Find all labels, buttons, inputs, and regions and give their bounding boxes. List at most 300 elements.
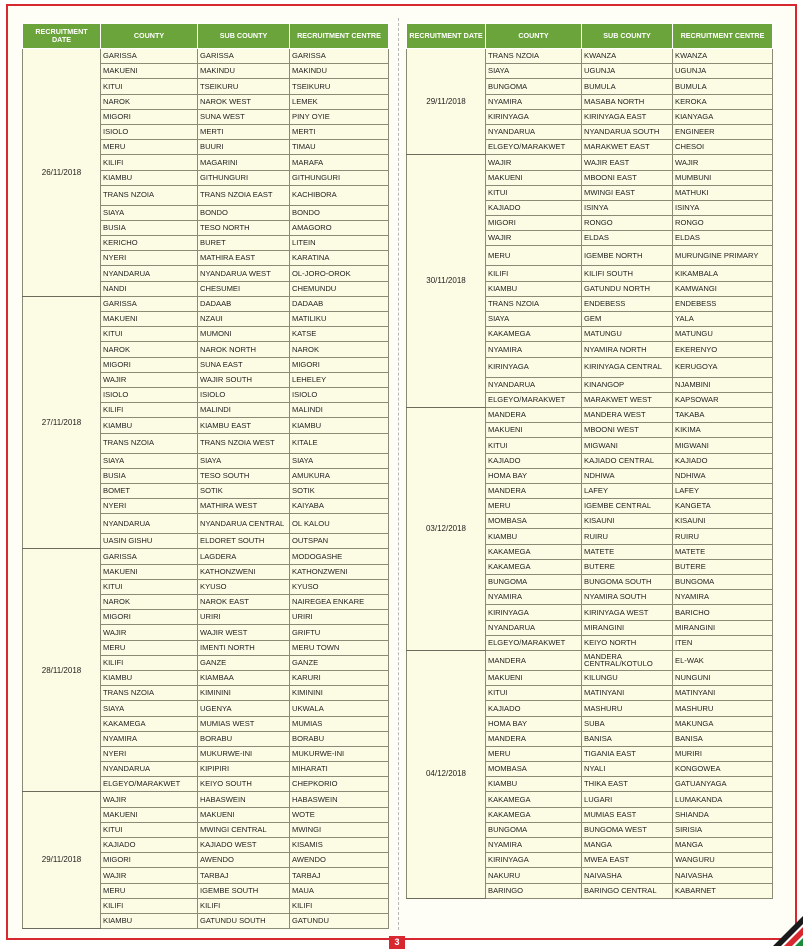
recruitment-centre-cell: ENDEBESS	[673, 296, 773, 311]
sub-county-cell: KIAMBAA	[198, 670, 290, 685]
county-cell: MOMBASA	[486, 762, 582, 777]
recruitment-centre-cell: KITALE	[290, 433, 389, 453]
recruitment-centre-cell: KIKIMA	[673, 423, 773, 438]
county-cell: KILIFI	[101, 403, 198, 418]
sub-county-cell: IMENTI NORTH	[198, 640, 290, 655]
county-cell: WAJIR	[101, 868, 198, 883]
recruitment-centre-cell: ELDAS	[673, 231, 773, 246]
sub-county-cell: MWINGI EAST	[582, 185, 673, 200]
county-cell: NAROK	[101, 94, 198, 109]
recruitment-centre-cell: MALINDI	[290, 403, 389, 418]
sub-county-cell: BANISA	[582, 731, 673, 746]
sub-county-cell: MALINDI	[198, 403, 290, 418]
sub-county-cell: HABASWEIN	[198, 792, 290, 807]
sub-county-cell: UGUNJA	[582, 64, 673, 79]
county-cell: NYANDARUA	[101, 266, 198, 281]
sub-county-cell: RUIRU	[582, 529, 673, 544]
recruitment-centre-cell: BONDO	[290, 205, 389, 220]
county-cell: MANDERA	[486, 407, 582, 422]
recruitment-date-cell: 26/11/2018	[23, 49, 101, 297]
recruitment-centre-cell: GATUANYAGA	[673, 777, 773, 792]
county-cell: MERU	[486, 499, 582, 514]
recruitment-date-cell: 28/11/2018	[23, 549, 101, 792]
sub-county-cell: KINANGOP	[582, 377, 673, 392]
county-cell: MIGORI	[101, 853, 198, 868]
county-cell: NYANDARUA	[486, 124, 582, 139]
sub-county-cell: NAROK EAST	[198, 595, 290, 610]
sub-county-cell: MWINGI CENTRAL	[198, 822, 290, 837]
recruitment-centre-cell: NYAMIRA	[673, 590, 773, 605]
recruitment-centre-cell: SHIANDA	[673, 807, 773, 822]
county-cell: NYAMIRA	[486, 590, 582, 605]
county-cell: TRANS NZOIA	[486, 296, 582, 311]
sub-county-cell: MATHIRA EAST	[198, 251, 290, 266]
recruitment-centre-cell: BUTERE	[673, 559, 773, 574]
sub-county-cell: MIRANGINI	[582, 620, 673, 635]
table-row	[23, 792, 389, 807]
county-cell: NYANDARUA	[486, 377, 582, 392]
sub-county-cell: KEIYO SOUTH	[198, 777, 290, 792]
recruitment-centre-cell: MANGA	[673, 838, 773, 853]
sub-county-cell: TESO NORTH	[198, 220, 290, 235]
county-cell: KAKAMEGA	[486, 807, 582, 822]
county-cell: KITUI	[101, 79, 198, 94]
recruitment-centre-cell: OL-JORO-OROK	[290, 266, 389, 281]
sub-county-cell: NYANDARUA CENTRAL	[198, 514, 290, 534]
county-cell: KIAMBU	[101, 170, 198, 185]
county-cell: KITUI	[101, 327, 198, 342]
county-cell: MAKUENI	[101, 807, 198, 822]
sub-county-cell: CHESUMEI	[198, 281, 290, 296]
county-cell: KIAMBU	[101, 913, 198, 928]
county-cell: SIAYA	[101, 205, 198, 220]
sub-county-cell: GITHUNGURI	[198, 170, 290, 185]
recruitment-centre-cell: GITHUNGURI	[290, 170, 389, 185]
county-cell: BUSIA	[101, 220, 198, 235]
sub-county-cell: KILIFI	[198, 898, 290, 913]
sub-county-cell: MARAKWET WEST	[582, 392, 673, 407]
recruitment-centre-cell: MIRANGINI	[673, 620, 773, 635]
recruitment-centre-cell: YALA	[673, 312, 773, 327]
sub-county-cell: KYUSO	[198, 579, 290, 594]
sub-county-cell: BURET	[198, 236, 290, 251]
county-cell: TRANS NZOIA	[486, 49, 582, 64]
table-header-row	[407, 24, 773, 49]
recruitment-centre-cell: NDHIWA	[673, 468, 773, 483]
county-cell: NYAMIRA	[101, 731, 198, 746]
recruitment-centre-cell: MUMIAS	[290, 716, 389, 731]
table-row	[23, 296, 389, 311]
sub-county-cell: TESO SOUTH	[198, 468, 290, 483]
sub-county-cell: UGENYA	[198, 701, 290, 716]
recruitment-centre-cell: KAIYABA	[290, 499, 389, 514]
recruitment-centre-cell: PINY OYIE	[290, 109, 389, 124]
recruitment-centre-cell: MURIRI	[673, 746, 773, 761]
sub-county-cell: ISIOLO	[198, 387, 290, 402]
sub-county-cell: URIRI	[198, 610, 290, 625]
sub-county-cell: MATHIRA WEST	[198, 499, 290, 514]
recruitment-centre-cell: MIHARATI	[290, 762, 389, 777]
recruitment-centre-cell: LEMEK	[290, 94, 389, 109]
recruitment-date-cell: 27/11/2018	[23, 296, 101, 549]
sub-county-cell: KILIFI SOUTH	[582, 266, 673, 281]
sub-county-cell: MASHURU	[582, 701, 673, 716]
sub-county-cell: TARBAJ	[198, 868, 290, 883]
sub-county-cell: MUKURWE-INI	[198, 746, 290, 761]
sub-county-cell: IGEMBE CENTRAL	[582, 499, 673, 514]
recruitment-centre-cell: KIKAMBALA	[673, 266, 773, 281]
county-cell: MERU	[101, 883, 198, 898]
sub-county-cell: MWEA EAST	[582, 853, 673, 868]
county-cell: NYANDARUA	[101, 762, 198, 777]
recruitment-centre-cell: KERUGOYA	[673, 357, 773, 377]
county-cell: KIAMBU	[486, 281, 582, 296]
sub-county-cell: TRANS NZOIA EAST	[198, 185, 290, 205]
sub-county-cell: ELDORET SOUTH	[198, 534, 290, 549]
header-county: COUNTY	[101, 24, 198, 49]
county-cell: KAJIADO	[486, 453, 582, 468]
county-cell: TRANS NZOIA	[101, 185, 198, 205]
sub-county-cell: SUBA	[582, 716, 673, 731]
sub-county-cell: WAJIR EAST	[582, 155, 673, 170]
sub-county-cell: MIGWANI	[582, 438, 673, 453]
county-cell: ELGEYO/MARAKWET	[486, 392, 582, 407]
county-cell: KILIFI	[101, 155, 198, 170]
sub-county-cell: BUNGOMA WEST	[582, 822, 673, 837]
recruitment-centre-cell: KATSE	[290, 327, 389, 342]
sub-county-cell: MARAKWET EAST	[582, 140, 673, 155]
recruitment-centre-cell: UKWALA	[290, 701, 389, 716]
county-cell: NYERI	[101, 746, 198, 761]
sub-county-cell: KIRINYAGA WEST	[582, 605, 673, 620]
recruitment-centre-cell: TARBAJ	[290, 868, 389, 883]
county-cell: NYAMIRA	[486, 342, 582, 357]
sub-county-cell: WAJIR SOUTH	[198, 372, 290, 387]
county-cell: KITUI	[486, 438, 582, 453]
recruitment-centre-cell: MAKUNGA	[673, 716, 773, 731]
county-cell: BUNGOMA	[486, 575, 582, 590]
sub-county-cell: NYANDARUA WEST	[198, 266, 290, 281]
sub-county-cell: TRANS NZOIA WEST	[198, 433, 290, 453]
sub-county-cell: NYALI	[582, 762, 673, 777]
sub-county-cell: GATUNDU SOUTH	[198, 913, 290, 928]
county-cell: TRANS NZOIA	[101, 686, 198, 701]
county-cell: KITUI	[486, 686, 582, 701]
county-cell: KAKAMEGA	[486, 544, 582, 559]
county-cell: WAJIR	[486, 231, 582, 246]
sub-county-cell: GANZE	[198, 655, 290, 670]
recruitment-centre-cell: ISIOLO	[290, 387, 389, 402]
recruitment-centre-cell: UGUNJA	[673, 64, 773, 79]
recruitment-centre-cell: EKERENYO	[673, 342, 773, 357]
sub-county-cell: MATUNGU	[582, 327, 673, 342]
county-cell: KILIFI	[486, 266, 582, 281]
sub-county-cell: MBOONI EAST	[582, 170, 673, 185]
sub-county-cell: LAFEY	[582, 483, 673, 498]
county-cell: ISIOLO	[101, 387, 198, 402]
county-cell: MAKUENI	[101, 312, 198, 327]
county-cell: KIRINYAGA	[486, 357, 582, 377]
county-cell: KIAMBU	[486, 529, 582, 544]
county-cell: NANDI	[101, 281, 198, 296]
sub-county-cell: MAKINDU	[198, 64, 290, 79]
county-cell: BOMET	[101, 483, 198, 498]
county-cell: KIAMBU	[101, 670, 198, 685]
sub-county-cell: LUGARI	[582, 792, 673, 807]
county-cell: KILIFI	[101, 898, 198, 913]
recruitment-centre-cell: KAJIADO	[673, 453, 773, 468]
recruitment-centre-cell: KONGOWEA	[673, 762, 773, 777]
recruitment-centre-cell: MARAFA	[290, 155, 389, 170]
county-cell: MAKUENI	[101, 564, 198, 579]
recruitment-centre-cell: NAIVASHA	[673, 868, 773, 883]
sub-county-cell: SUNA EAST	[198, 357, 290, 372]
sub-county-cell: AWENDO	[198, 853, 290, 868]
sub-county-cell: RONGO	[582, 216, 673, 231]
recruitment-centre-cell: KISAUNI	[673, 514, 773, 529]
county-cell: KAJIADO	[486, 200, 582, 215]
recruitment-centre-cell: KIAMBU	[290, 418, 389, 433]
column-divider	[398, 18, 399, 930]
recruitment-centre-cell: KAMWANGI	[673, 281, 773, 296]
recruitment-centre-cell: KISAMIS	[290, 838, 389, 853]
recruitment-centre-cell: MWINGI	[290, 822, 389, 837]
table-header-row	[23, 24, 389, 49]
header-recruitment-date: RECRUITMENT DATE	[23, 24, 101, 49]
recruitment-centre-cell: KWANZA	[673, 49, 773, 64]
county-cell: KITUI	[101, 579, 198, 594]
sub-county-cell: SUNA WEST	[198, 109, 290, 124]
recruitment-centre-cell: GRIFTU	[290, 625, 389, 640]
recruitment-centre-cell: MATETE	[673, 544, 773, 559]
recruitment-centre-cell: WANGURU	[673, 853, 773, 868]
recruitment-centre-cell: EL-WAK	[673, 650, 773, 670]
sub-county-cell: GARISSA	[198, 49, 290, 64]
recruitment-centre-cell: SOTIK	[290, 483, 389, 498]
county-cell: MIGORI	[486, 216, 582, 231]
county-cell: MERU	[486, 746, 582, 761]
recruitment-centre-cell: ENGINEER	[673, 124, 773, 139]
sub-county-cell: THIKA EAST	[582, 777, 673, 792]
recruitment-centre-cell: LAFEY	[673, 483, 773, 498]
county-cell: NYAMIRA	[486, 838, 582, 853]
recruitment-centre-cell: CHEPKORIO	[290, 777, 389, 792]
sub-county-cell: SIAYA	[198, 453, 290, 468]
sub-county-cell: NZAUI	[198, 312, 290, 327]
sub-county-cell: ENDEBESS	[582, 296, 673, 311]
sub-county-cell: BARINGO CENTRAL	[582, 883, 673, 898]
sub-county-cell: KWANZA	[582, 49, 673, 64]
recruitment-centre-cell: TIMAU	[290, 140, 389, 155]
county-cell: KAKAMEGA	[486, 559, 582, 574]
sub-county-cell: MATINYANI	[582, 686, 673, 701]
county-cell: MAKUENI	[486, 423, 582, 438]
sub-county-cell: MERTI	[198, 124, 290, 139]
table-row	[407, 155, 773, 170]
recruitment-centre-cell: NUNGUNI	[673, 670, 773, 685]
county-cell: NYANDARUA	[486, 620, 582, 635]
sub-county-cell: KILUNGU	[582, 670, 673, 685]
county-cell: ELGEYO/MARAKWET	[486, 140, 582, 155]
recruitment-date-cell: 29/11/2018	[23, 792, 101, 929]
recruitment-centre-cell: MODOGASHE	[290, 549, 389, 564]
recruitment-centre-cell: ITEN	[673, 635, 773, 650]
county-cell: MAKUENI	[486, 670, 582, 685]
sub-county-cell: KIAMBU EAST	[198, 418, 290, 433]
county-cell: KAJIADO	[101, 838, 198, 853]
recruitment-centre-cell: KIANYAGA	[673, 109, 773, 124]
county-cell: KERICHO	[101, 236, 198, 251]
county-cell: MAKUENI	[101, 64, 198, 79]
recruitment-centre-cell: AMAGORO	[290, 220, 389, 235]
recruitment-centre-cell: MATUNGU	[673, 327, 773, 342]
county-cell: HOMA BAY	[486, 468, 582, 483]
sub-county-cell: SOTIK	[198, 483, 290, 498]
recruitment-centre-cell: MERU TOWN	[290, 640, 389, 655]
sub-county-cell: LAGDERA	[198, 549, 290, 564]
sub-county-cell: KATHONZWENI	[198, 564, 290, 579]
county-cell: MERU	[101, 140, 198, 155]
recruitment-centre-cell: KARATINA	[290, 251, 389, 266]
county-cell: MIGORI	[101, 357, 198, 372]
sub-county-cell: KEIYO NORTH	[582, 635, 673, 650]
county-cell: NAKURU	[486, 868, 582, 883]
county-cell: MANDERA	[486, 483, 582, 498]
recruitment-centre-cell: WAJIR	[673, 155, 773, 170]
sub-county-cell: BUMULA	[582, 79, 673, 94]
recruitment-centre-cell: RUIRU	[673, 529, 773, 544]
header-sub-county: SUB COUNTY	[198, 24, 290, 49]
recruitment-centre-cell: MIGWANI	[673, 438, 773, 453]
sub-county-cell: DADAAB	[198, 296, 290, 311]
header-county: COUNTY	[486, 24, 582, 49]
header-sub-county: SUB COUNTY	[582, 24, 673, 49]
recruitment-centre-cell: MUMBUNI	[673, 170, 773, 185]
recruitment-centre-cell: MUKURWE-INI	[290, 746, 389, 761]
county-cell: KIAMBU	[101, 418, 198, 433]
recruitment-centre-cell: URIRI	[290, 610, 389, 625]
sub-county-cell: NYANDARUA SOUTH	[582, 124, 673, 139]
county-cell: WAJIR	[101, 792, 198, 807]
recruitment-centre-cell: NAIREGEA ENKARE	[290, 595, 389, 610]
recruitment-centre-cell: MASHURU	[673, 701, 773, 716]
county-cell: MIGORI	[101, 610, 198, 625]
county-cell: WAJIR	[101, 625, 198, 640]
sub-county-cell: NDHIWA	[582, 468, 673, 483]
recruitment-centre-cell: MAUA	[290, 883, 389, 898]
county-cell: KAKAMEGA	[486, 327, 582, 342]
recruitment-centre-cell: BORABU	[290, 731, 389, 746]
sub-county-cell: BUNGOMA SOUTH	[582, 575, 673, 590]
sub-county-cell: ISINYA	[582, 200, 673, 215]
recruitment-centre-cell: NJAMBINI	[673, 377, 773, 392]
recruitment-centre-cell: SIAYA	[290, 453, 389, 468]
sub-county-cell: NAROK WEST	[198, 94, 290, 109]
county-cell: MOMBASA	[486, 514, 582, 529]
recruitment-date-cell: 29/11/2018	[407, 49, 486, 155]
recruitment-centre-cell: CHESOI	[673, 140, 773, 155]
recruitment-centre-cell: BUMULA	[673, 79, 773, 94]
recruitment-centre-cell: NAROK	[290, 342, 389, 357]
table-row	[407, 407, 773, 422]
recruitment-centre-cell: KABARNET	[673, 883, 773, 898]
county-cell: SIAYA	[101, 453, 198, 468]
recruitment-date-cell: 03/12/2018	[407, 407, 486, 650]
county-cell: SIAYA	[101, 701, 198, 716]
county-cell: MERU	[486, 246, 582, 266]
page-number: 3	[389, 936, 405, 949]
county-cell: KITUI	[101, 822, 198, 837]
recruitment-centre-cell: MATHUKI	[673, 185, 773, 200]
county-cell: KIRINYAGA	[486, 605, 582, 620]
recruitment-centre-cell: KARURI	[290, 670, 389, 685]
county-cell: KAJIADO	[486, 701, 582, 716]
recruitment-centre-cell: GATUNDU	[290, 913, 389, 928]
recruitment-date-cell: 04/12/2018	[407, 650, 486, 898]
sub-county-cell: MUMIAS WEST	[198, 716, 290, 731]
recruitment-centre-cell: GANZE	[290, 655, 389, 670]
table-row	[407, 650, 773, 670]
recruitment-centre-cell: HABASWEIN	[290, 792, 389, 807]
sub-county-cell: KIRINYAGA EAST	[582, 109, 673, 124]
recruitment-centre-cell: KEROKA	[673, 94, 773, 109]
county-cell: MERU	[101, 640, 198, 655]
sub-county-cell: TIGANIA EAST	[582, 746, 673, 761]
recruitment-table-left	[22, 23, 389, 929]
recruitment-centre-cell: WOTE	[290, 807, 389, 822]
recruitment-centre-cell: AMUKURA	[290, 468, 389, 483]
recruitment-centre-cell: GARISSA	[290, 49, 389, 64]
recruitment-centre-cell: MURUNGINE PRIMARY	[673, 246, 773, 266]
county-cell: MIGORI	[101, 109, 198, 124]
county-cell: NYERI	[101, 251, 198, 266]
county-cell: NAROK	[101, 595, 198, 610]
recruitment-centre-cell: DADAAB	[290, 296, 389, 311]
county-cell: NAROK	[101, 342, 198, 357]
county-cell: WAJIR	[101, 372, 198, 387]
recruitment-centre-cell: KILIFI	[290, 898, 389, 913]
recruitment-centre-cell: KAPSOWAR	[673, 392, 773, 407]
county-cell: BARINGO	[486, 883, 582, 898]
sub-county-cell: MBOONI WEST	[582, 423, 673, 438]
header-recruitment-centre: RECRUITMENT CENTRE	[290, 24, 389, 49]
recruitment-centre-cell: TSEIKURU	[290, 79, 389, 94]
county-cell: BUSIA	[101, 468, 198, 483]
county-cell: NYAMIRA	[486, 94, 582, 109]
county-cell: MANDERA	[486, 731, 582, 746]
recruitment-centre-cell: MERTI	[290, 124, 389, 139]
county-cell: NYERI	[101, 499, 198, 514]
county-cell: KITUI	[486, 185, 582, 200]
recruitment-centre-cell: LITEIN	[290, 236, 389, 251]
recruitment-centre-cell: AWENDO	[290, 853, 389, 868]
sub-county-cell: MASABA NORTH	[582, 94, 673, 109]
recruitment-centre-cell: KYUSO	[290, 579, 389, 594]
county-cell: SIAYA	[486, 312, 582, 327]
sub-county-cell: KIPIPIRI	[198, 762, 290, 777]
sub-county-cell: KISAUNI	[582, 514, 673, 529]
recruitment-centre-cell: OL KALOU	[290, 514, 389, 534]
recruitment-centre-cell: BANISA	[673, 731, 773, 746]
recruitment-centre-cell: TAKABA	[673, 407, 773, 422]
sub-county-cell: BONDO	[198, 205, 290, 220]
county-cell: KILIFI	[101, 655, 198, 670]
sub-county-cell: KIMININI	[198, 686, 290, 701]
county-cell: KAKAMEGA	[101, 716, 198, 731]
sub-county-cell: MAKUENI	[198, 807, 290, 822]
sub-county-cell: BUTERE	[582, 559, 673, 574]
county-cell: BUNGOMA	[486, 822, 582, 837]
